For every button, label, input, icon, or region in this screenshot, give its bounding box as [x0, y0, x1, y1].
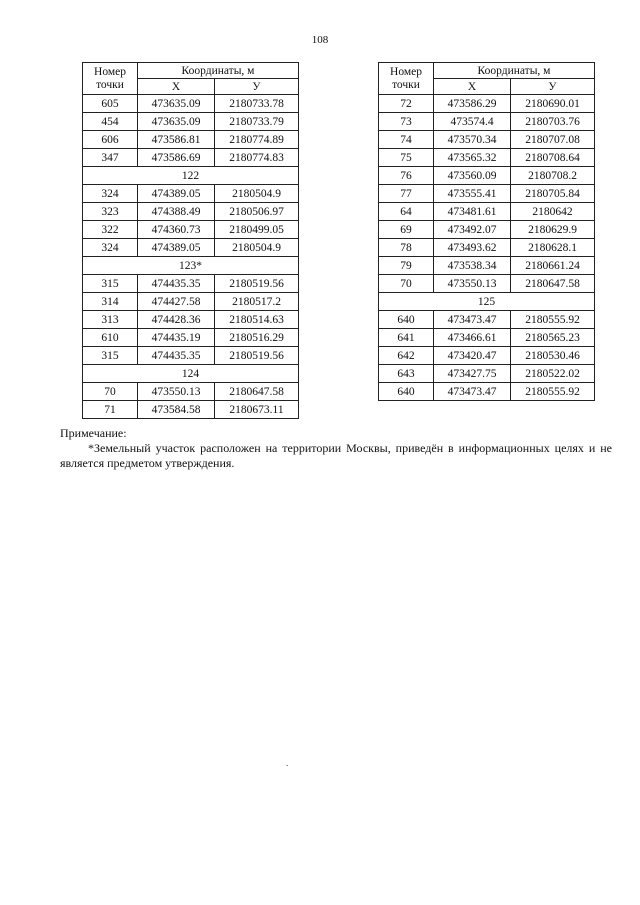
table-row: [379, 203, 595, 221]
x-coordinate-cell: 474435.35: [138, 275, 215, 293]
header-point-number: Номер точки: [379, 63, 434, 95]
point-number-cell: 77: [379, 185, 434, 203]
x-coordinate-cell: 473565.32: [434, 149, 511, 167]
note-text: *Земельный участок расположен на территории Москвы, приведён в информационных целях и не является предметом утверждения.: [60, 441, 612, 470]
table-row: [379, 113, 595, 131]
point-number-cell: 76: [379, 167, 434, 185]
y-coordinate-cell: 2180629.9: [511, 221, 595, 239]
table-row: [379, 131, 595, 149]
y-coordinate-cell: 2180774.89: [215, 131, 299, 149]
point-number-cell: 606: [83, 131, 138, 149]
table-row: [83, 311, 299, 329]
table-row: [379, 221, 595, 239]
y-coordinate-cell: 2180555.92: [511, 383, 595, 401]
y-coordinate-cell: 2180647.58: [215, 383, 299, 401]
point-number-cell: 640: [379, 311, 434, 329]
table-row: [83, 347, 299, 365]
header-coordinates: Координаты, м: [138, 63, 299, 79]
y-coordinate-cell: 2180708.2: [511, 167, 595, 185]
point-number-cell: 72: [379, 95, 434, 113]
y-coordinate-cell: 2180530.46: [511, 347, 595, 365]
group-label: 125: [379, 293, 595, 311]
x-coordinate-cell: 474389.05: [138, 185, 215, 203]
x-coordinate-cell: 473427.75: [434, 365, 511, 383]
y-coordinate-cell: 2180628.1: [511, 239, 595, 257]
table-row: [83, 95, 299, 113]
x-coordinate-cell: 474389.05: [138, 239, 215, 257]
table-row: [379, 185, 595, 203]
y-coordinate-cell: 2180504.9: [215, 239, 299, 257]
x-coordinate-cell: 474427.58: [138, 293, 215, 311]
group-label: 123*: [83, 257, 299, 275]
header-x: X: [434, 79, 511, 95]
table-row: [83, 113, 299, 131]
x-coordinate-cell: 473538.34: [434, 257, 511, 275]
x-coordinate-cell: 473584.58: [138, 401, 215, 419]
x-coordinate-cell: 473586.81: [138, 131, 215, 149]
table-row: [83, 203, 299, 221]
y-coordinate-cell: 2180661.24: [511, 257, 595, 275]
point-number-cell: 315: [83, 347, 138, 365]
table-row: [83, 293, 299, 311]
x-coordinate-cell: 473492.07: [434, 221, 511, 239]
point-number-cell: 642: [379, 347, 434, 365]
header-coordinates: Координаты, м: [434, 63, 595, 79]
point-number-cell: 454: [83, 113, 138, 131]
point-number-cell: 641: [379, 329, 434, 347]
x-coordinate-cell: 473473.47: [434, 311, 511, 329]
table-row: [379, 275, 595, 293]
y-coordinate-cell: 2180499.05: [215, 221, 299, 239]
point-number-cell: 324: [83, 239, 138, 257]
x-coordinate-cell: 473560.09: [434, 167, 511, 185]
y-coordinate-cell: 2180673.11: [215, 401, 299, 419]
x-coordinate-cell: 473586.29: [434, 95, 511, 113]
table-row: [379, 257, 595, 275]
x-coordinate-cell: 473473.47: [434, 383, 511, 401]
x-coordinate-cell: 473550.13: [138, 383, 215, 401]
y-coordinate-cell: 2180516.29: [215, 329, 299, 347]
x-coordinate-cell: 473635.09: [138, 113, 215, 131]
table-row: [83, 239, 299, 257]
point-number-cell: 643: [379, 365, 434, 383]
group-row: [83, 167, 299, 185]
group-row: [379, 293, 595, 311]
x-coordinate-cell: 474435.19: [138, 329, 215, 347]
x-coordinate-cell: 473555.41: [434, 185, 511, 203]
page-number: 108: [311, 34, 329, 46]
group-row: [83, 365, 299, 383]
x-coordinate-cell: 473466.61: [434, 329, 511, 347]
x-coordinate-cell: 474428.36: [138, 311, 215, 329]
y-coordinate-cell: 2180506.97: [215, 203, 299, 221]
table-row: [379, 167, 595, 185]
coordinates-table-left: [82, 62, 299, 419]
y-coordinate-cell: 2180517.2: [215, 293, 299, 311]
point-number-cell: 73: [379, 113, 434, 131]
group-label: 122: [83, 167, 299, 185]
table-row: [83, 131, 299, 149]
table-row: [379, 239, 595, 257]
y-coordinate-cell: 2180514.63: [215, 311, 299, 329]
point-number-cell: 610: [83, 329, 138, 347]
x-coordinate-cell: 473420.47: [434, 347, 511, 365]
point-number-cell: 74: [379, 131, 434, 149]
table-row: [379, 347, 595, 365]
table-row: [83, 149, 299, 167]
x-coordinate-cell: 473570.34: [434, 131, 511, 149]
y-coordinate-cell: 2180519.56: [215, 275, 299, 293]
x-coordinate-cell: 473493.62: [434, 239, 511, 257]
y-coordinate-cell: 2180519.56: [215, 347, 299, 365]
x-coordinate-cell: 474388.49: [138, 203, 215, 221]
coordinates-table-right: [378, 62, 595, 401]
table-row: [379, 149, 595, 167]
table-row: [379, 311, 595, 329]
point-number-cell: 605: [83, 95, 138, 113]
point-number-cell: 78: [379, 239, 434, 257]
point-number-cell: 79: [379, 257, 434, 275]
header-point-number: Номер точки: [83, 63, 138, 95]
y-coordinate-cell: 2180565.23: [511, 329, 595, 347]
y-coordinate-cell: 2180708.64: [511, 149, 595, 167]
point-number-cell: 313: [83, 311, 138, 329]
y-coordinate-cell: 2180555.92: [511, 311, 595, 329]
point-number-cell: 70: [379, 275, 434, 293]
y-coordinate-cell: 2180647.58: [511, 275, 595, 293]
x-coordinate-cell: 474435.35: [138, 347, 215, 365]
point-number-cell: 322: [83, 221, 138, 239]
table-row: [83, 221, 299, 239]
point-number-cell: 347: [83, 149, 138, 167]
x-coordinate-cell: 473574.4: [434, 113, 511, 131]
point-number-cell: 64: [379, 203, 434, 221]
group-label: 124: [83, 365, 299, 383]
y-coordinate-cell: 2180705.84: [511, 185, 595, 203]
y-coordinate-cell: 2180504.9: [215, 185, 299, 203]
point-number-cell: 640: [379, 383, 434, 401]
note-title: Примечание:: [60, 426, 127, 440]
point-number-cell: 314: [83, 293, 138, 311]
y-coordinate-cell: 2180774.83: [215, 149, 299, 167]
x-coordinate-cell: 474360.73: [138, 221, 215, 239]
table-row: [83, 401, 299, 419]
table-row: [83, 329, 299, 347]
header-y: У: [215, 79, 299, 95]
x-coordinate-cell: 473635.09: [138, 95, 215, 113]
y-coordinate-cell: 2180703.76: [511, 113, 595, 131]
y-coordinate-cell: 2180707.08: [511, 131, 595, 149]
stray-mark: .: [286, 758, 289, 768]
point-number-cell: 323: [83, 203, 138, 221]
header-y: У: [511, 79, 595, 95]
x-coordinate-cell: 473550.13: [434, 275, 511, 293]
table-row: [379, 365, 595, 383]
point-number-cell: 71: [83, 401, 138, 419]
y-coordinate-cell: 2180522.02: [511, 365, 595, 383]
y-coordinate-cell: 2180690.01: [511, 95, 595, 113]
table-row: [83, 275, 299, 293]
table-row: [379, 95, 595, 113]
y-coordinate-cell: 2180642: [511, 203, 595, 221]
y-coordinate-cell: 2180733.79: [215, 113, 299, 131]
x-coordinate-cell: 473586.69: [138, 149, 215, 167]
point-number-cell: 315: [83, 275, 138, 293]
table-row: [83, 185, 299, 203]
table-row: [83, 383, 299, 401]
table-body-right: [379, 95, 595, 401]
y-coordinate-cell: 2180733.78: [215, 95, 299, 113]
point-number-cell: 70: [83, 383, 138, 401]
point-number-cell: 69: [379, 221, 434, 239]
table-row: [379, 329, 595, 347]
point-number-cell: 75: [379, 149, 434, 167]
header-x: X: [138, 79, 215, 95]
x-coordinate-cell: 473481.61: [434, 203, 511, 221]
table-body-left: [83, 95, 299, 419]
point-number-cell: 324: [83, 185, 138, 203]
table-row: [379, 383, 595, 401]
group-row: [83, 257, 299, 275]
